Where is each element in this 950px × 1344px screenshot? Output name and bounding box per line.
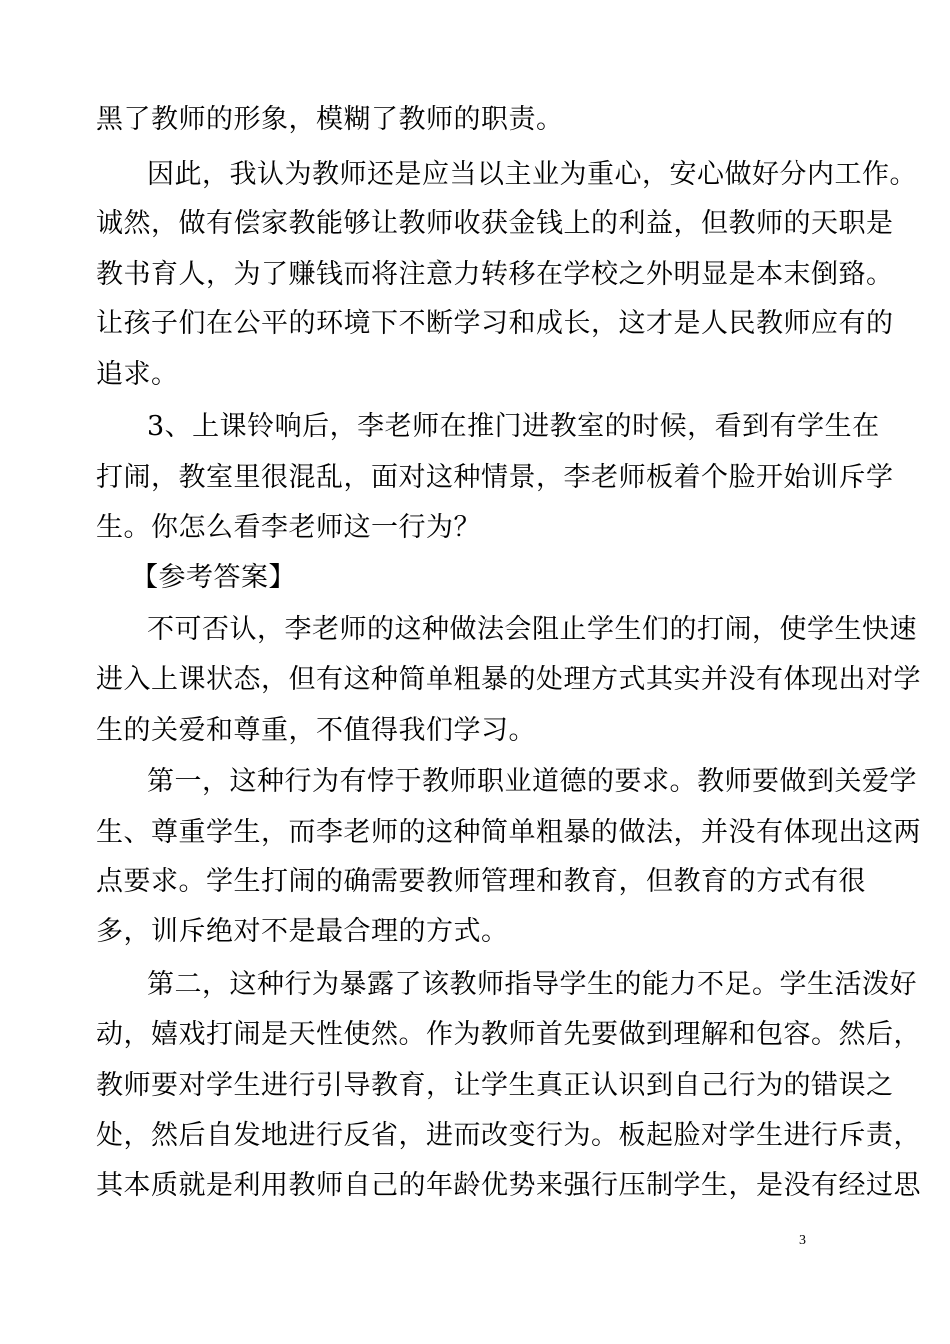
page-number: 3	[799, 1233, 806, 1248]
text-line: 打闹，教室里很混乱，面对这种情景，李老师板着个脸开始训斥学	[96, 462, 894, 493]
text-line: 第一，这种行为有悖于教师职业道德的要求。教师要做到关爱学	[147, 766, 917, 797]
text-line: 诚然，做有偿家教能够让教师收获金钱上的利益，但教师的天职是	[96, 208, 894, 239]
text-line: 其本质就是利用教师自己的年龄优势来强行压制学生，是没有经过思	[96, 1170, 921, 1201]
text-line: 教师要对学生进行引导教育，让学生真正认识到自己行为的错误之	[96, 1070, 894, 1101]
text-line: 点要求。学生打闹的确需要教师管理和教育，但教育的方式有很	[96, 866, 866, 897]
text-line: 第二，这种行为暴露了该教师指导学生的能力不足。学生活泼好	[147, 969, 917, 1000]
text-line: 生的关爱和尊重，不值得我们学习。	[96, 715, 536, 746]
text-line: 3、上课铃响后，李老师在推门进教室的时候，看到有学生在	[147, 411, 880, 442]
text-line: 追求。	[96, 359, 179, 390]
text-line: 进入上课状态，但有这种简单粗暴的处理方式其实并没有体现出对学	[96, 664, 921, 695]
text-line: 处，然后自发地进行反省，进而改变行为。板起脸对学生进行斥责，	[96, 1120, 921, 1151]
text-line: 动，嬉戏打闹是天性使然。作为教师首先要做到理解和包容。然后，	[96, 1019, 921, 1050]
text-line: 不可否认，李老师的这种做法会阻止学生们的打闹，使学生快速	[147, 614, 917, 645]
section-heading: 【参考答案】	[131, 562, 296, 593]
text-line: 生。你怎么看李老师这一行为？	[96, 512, 481, 543]
text-line: 多，训斥绝对不是最合理的方式。	[96, 916, 509, 947]
text-line: 教书育人，为了赚钱而将注意力转移在学校之外明显是本末倒臵。	[96, 259, 894, 290]
text-line: 让孩子们在公平的环境下不断学习和成长，这才是人民教师应有的	[96, 308, 894, 339]
text-line: 因此，我认为教师还是应当以主业为重心，安心做好分内工作。	[147, 159, 917, 190]
text-line: 生、尊重学生，而李老师的这种简单粗暴的做法，并没有体现出这两	[96, 817, 921, 848]
text-line: 黑了教师的形象，模糊了教师的职责。	[96, 104, 564, 135]
